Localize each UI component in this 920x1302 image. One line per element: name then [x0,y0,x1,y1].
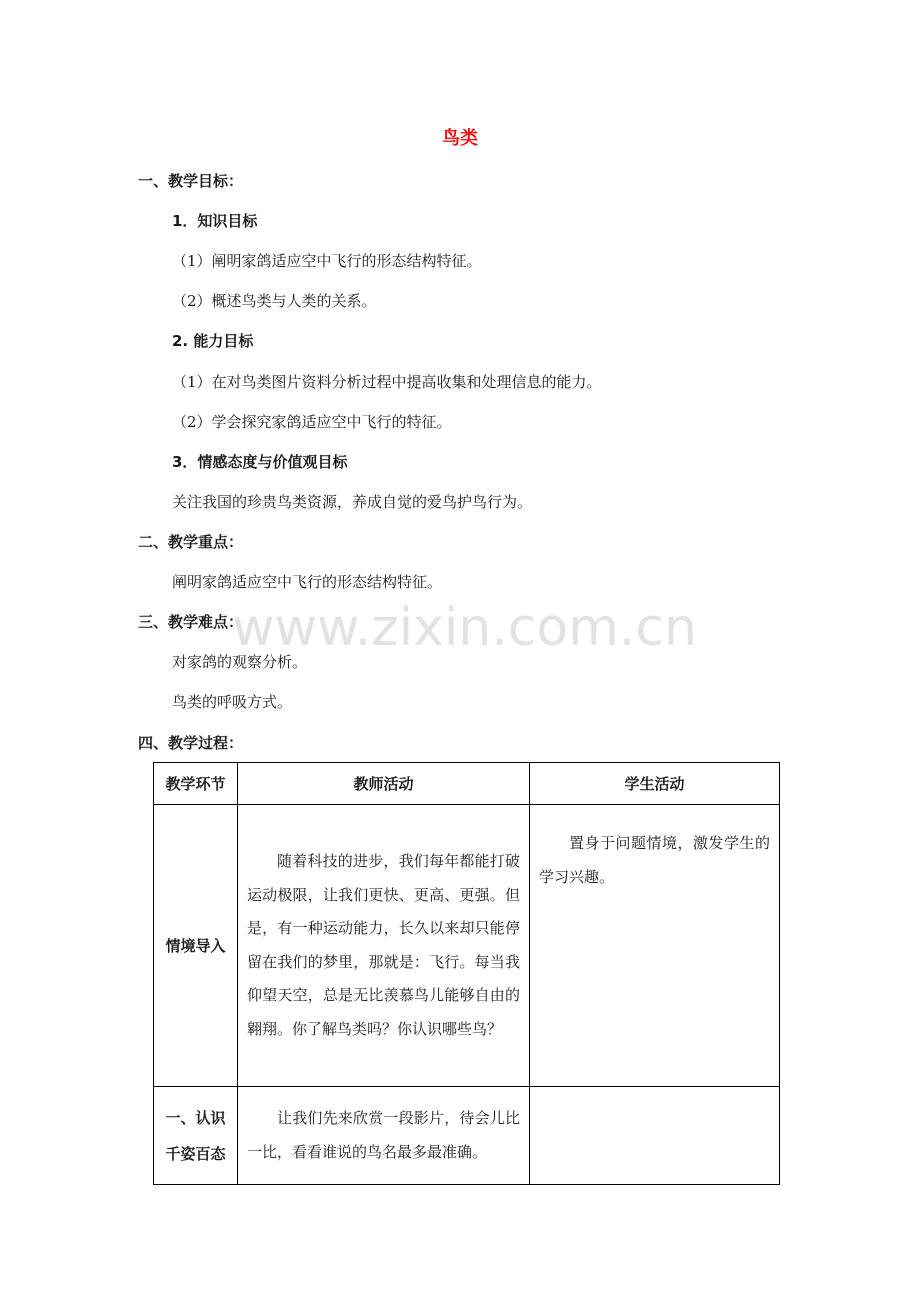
student-activity-cell: 置身于问题情境，激发学生的学习兴趣。 [530,805,780,1087]
stage-cell: 一、认识千姿百态 [154,1087,238,1185]
table-row [154,1087,780,1185]
header-teacher: 教师活动 [238,763,530,805]
header-student: 学生活动 [530,763,780,805]
ability-item-1: （1）在对鸟类图片资料分析过程中提高收集和处理信息的能力。 [172,373,602,391]
teacher-activity-cell: 让我们先来欣赏一段影片，待会儿比一比，看看谁说的鸟名最多最准确。 [238,1087,530,1185]
stage-cell: 情境导入 [154,805,238,1087]
emotion-heading: 3．情感态度与价值观目标 [172,453,348,471]
lesson-table [153,762,780,1185]
ability-item-2: （2）学会探究家鸽适应空中飞行的特征。 [172,413,452,431]
emotion-item-1: 关注我国的珍贵鸟类资源，养成自觉的爱鸟护鸟行为。 [172,493,533,511]
goals-heading: 一、教学目标： [138,172,244,190]
student-activity-cell [530,1087,780,1185]
knowledge-item-1: （1）阐明家鸽适应空中飞行的形态结构特征。 [172,252,482,270]
knowledge-item-2: （2）概述鸟类与人类的关系。 [172,292,377,310]
header-stage: 教学环节 [154,763,238,805]
table-header-row [154,763,780,805]
key-item-1: 阐明家鸽适应空中飞行的形态结构特征。 [172,573,443,591]
watermark: www.zixin.com.cn [232,598,697,658]
knowledge-heading: 1．知识目标 [172,212,258,230]
table-row [154,805,780,1087]
teacher-activity-cell: 随着科技的进步，我们每年都能打破运动极限，让我们更快、更高、更强。但是，有一种运动能力，长久以来却只能停留在我们的梦里，那就是：飞行。每当我仰望天空，总是无比羡慕鸟儿能够自由的翱翔。你了解鸟类吗？你认识哪些鸟？ [238,805,530,1087]
difficulty-item-1: 对家鸽的观察分析。 [172,653,308,671]
process-heading: 四、教学过程： [138,734,244,752]
ability-heading: 2. 能力目标 [172,332,254,350]
key-heading: 二、教学重点： [138,533,244,551]
difficulty-item-2: 鸟类的呼吸方式。 [172,693,293,711]
difficulty-heading: 三、教学难点： [138,613,244,631]
page-title: 鸟类 [442,128,478,149]
